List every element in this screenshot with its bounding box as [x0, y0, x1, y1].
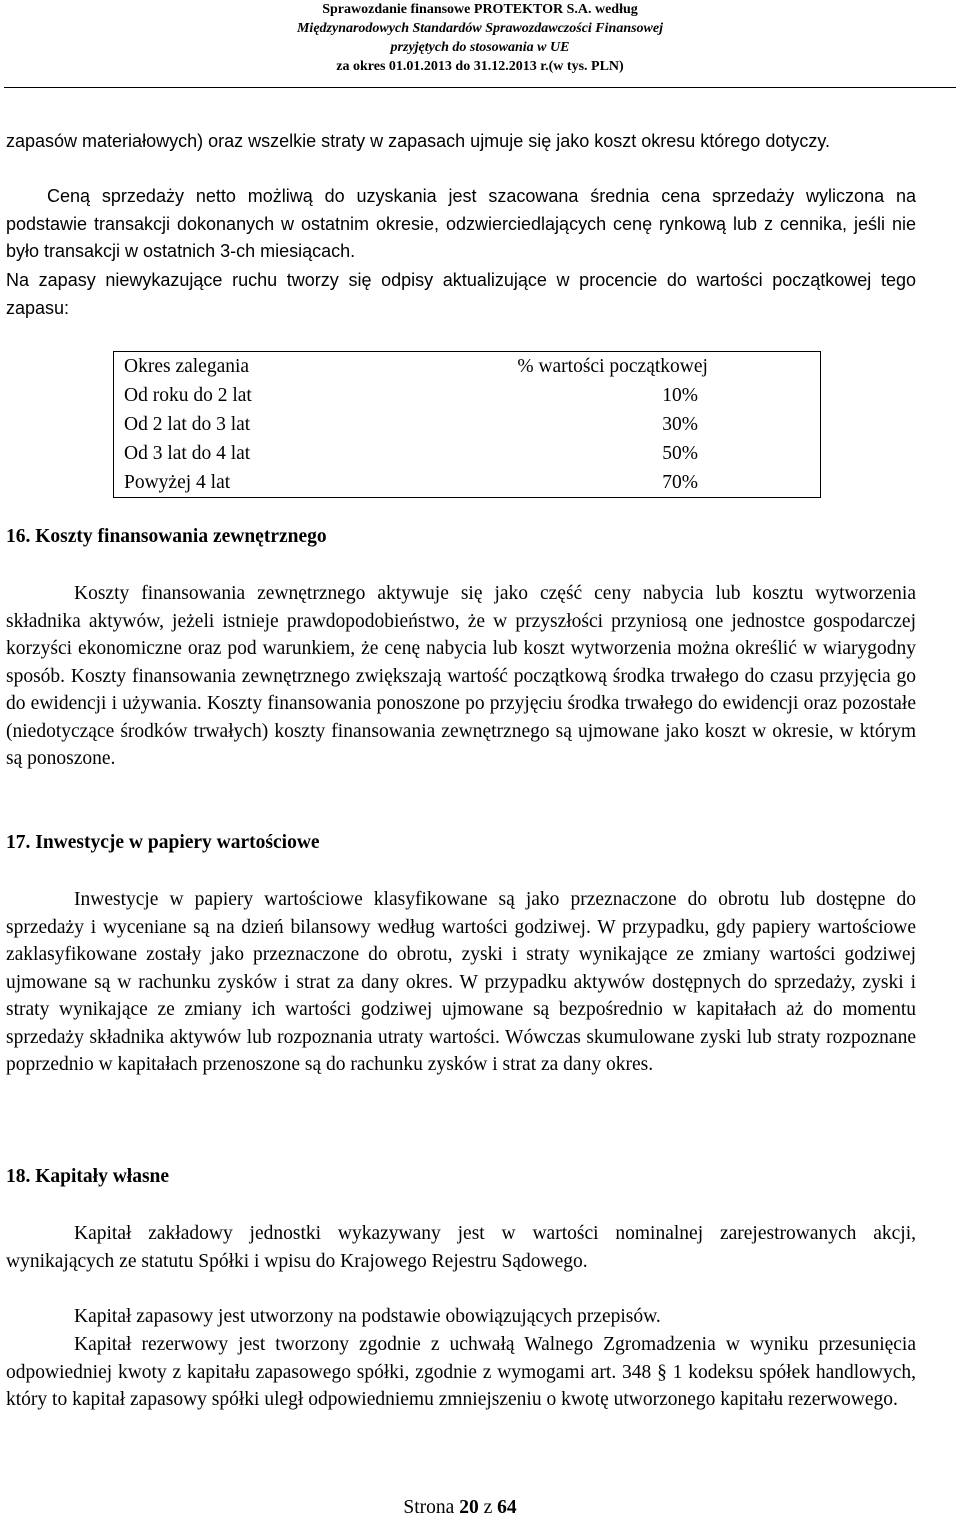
- intro-paragraph-1: zapasów materiałowych) oraz wszelkie straty w zapasach ujmuje się jako koszt okresu którego dotyczy.: [6, 131, 831, 151]
- header-divider: [4, 87, 956, 88]
- header-line-2: Międzynarodowych Standardów Sprawozdawczości Finansowej: [296, 21, 663, 36]
- page-number-prefix: Strona: [403, 1497, 455, 1518]
- section-17-heading: 17. Inwestycje w papiery wartościowe: [6, 832, 320, 853]
- page-number-total: 64: [497, 1497, 517, 1518]
- intro-paragraph-2: [6, 183, 916, 266]
- table-row: [114, 381, 821, 410]
- table-cell-period: Od roku do 2 lat: [124, 385, 252, 406]
- section-18-paragraph-3: [6, 1331, 916, 1414]
- section-18-paragraph-2: [6, 1303, 916, 1331]
- header-line-1: Sprawozdanie finansowe PROTEKTOR S.A. według: [322, 2, 638, 17]
- page-number-current: 20: [459, 1497, 479, 1518]
- write-down-table: [113, 351, 821, 498]
- table-row: [114, 410, 821, 439]
- section-16-body-text: Koszty finansowania zewnętrznego aktywuje się jako część ceny nabycia lub kosztu wytworzenia składnika aktywów, jeżeli istnieje prawdopodobieństwo, że w przyszłości przyniosą one jednostce gospodarczej korzyści ekonomiczne oraz pod warunkiem, że cenę nabycia lub koszt wytworzenia można określić w wiarygodny sposób. Koszty finansowania zewnętrznego zwiększają wartość początkową środka trwałego do czasu przyjęcia go do ewidencji i używania. Koszty finansowania ponoszone po przyjęciu środka trwałego do ewidencji oraz pozostałe (niedotyczące środków trwałych) koszty finansowania zewnętrznego są ujmowane jako koszt w okresie, w którym są ponoszone.: [6, 583, 916, 769]
- table-row: [114, 439, 821, 468]
- page-number-separator: z: [483, 1497, 493, 1518]
- section-18-paragraph-3-text: Kapitał rezerwowy jest tworzony zgodnie z uchwałą Walnego Zgromadzenia w wyniku przesunięcia odpowiedniej kwoty z kapitału zapasowego spółki, zgodnie z wymogami art. 348 § 1 kodeksu spółek handlowych, który to kapitał zapasowy spółki uległ odpowiedniemu zmniejszeniu o kwotę utworzonego kapitału rezerwowego.: [6, 1334, 916, 1410]
- table-cell-percent: 70%: [662, 472, 698, 493]
- intro-paragraph-3: Na zapasy niewykazujące ruchu tworzy się odpisy aktualizujące w procencie do wartości początkowej tego zapasu:: [6, 270, 916, 318]
- header-line-4: za okres 01.01.2013 do 31.12.2013 r.(w tys. PLN): [336, 59, 624, 74]
- table-cell-period: Powyżej 4 lat: [124, 472, 231, 493]
- header-line-3: przyjętych do stosowania w UE: [390, 40, 570, 55]
- table-cell-percent: 50%: [662, 443, 698, 464]
- table-header-row: [114, 352, 821, 382]
- table-header-percent: % wartości początkowej: [517, 356, 708, 377]
- section-18-heading: 18. Kapitały własne: [6, 1166, 170, 1187]
- table-row: [114, 468, 821, 498]
- section-17-body: [6, 886, 916, 1079]
- section-18-paragraph-2-text: Kapitał zapasowy jest utworzony na podstawie obowiązujących przepisów.: [74, 1306, 661, 1327]
- table-cell-percent: 30%: [662, 414, 698, 435]
- table-header-period: Okres zalegania: [124, 356, 250, 377]
- intro-paragraph-2-text: Ceną sprzedaży netto możliwą do uzyskania jest szacowana średnia cena sprzedaży wyliczona na podstawie transakcji dokonanych w ostatnim okresie, odzwierciedlających cenę rynkową lub z cennika, jeśli nie było transakcji w ostatnich 3-ch miesiącach.: [6, 186, 916, 261]
- section-17-body-text: Inwestycje w papiery wartościowe klasyfikowane są jako przeznaczone do obrotu lub dostępne do sprzedaży i wyceniane są na dzień bilansowy według wartości godziwej. W przypadku, gdy papiery wartościowe zaklasyfikowane zostały jako przeznaczone do obrotu, zyski i straty wynikające ze zmiany wartości godziwej ujmowane są w rachunku zysków i strat za dany okres. W przypadku aktywów dostępnych do sprzedaży, zyski i straty wynikające ze zmiany ich wartości godziwej ujmowane są bezpośrednio w kapitałach aż do momentu sprzedaży składnika aktywów lub rozpoznania utraty wartości. Wówczas skumulowane zyski lub straty rozpoznane poprzednio w kapitałach przenoszone są do rachunku zysków i strat za dany okres.: [6, 889, 916, 1075]
- section-16-body: [6, 580, 916, 773]
- table-cell-period: Od 2 lat do 3 lat: [124, 414, 251, 435]
- table-cell-percent: 10%: [662, 385, 698, 406]
- section-18-paragraph-1-text: Kapitał zakładowy jednostki wykazywany jest w wartości nominalnej zarejestrowanych akcji, wynikających ze statutu Spółki i wpisu do Krajowego Rejestru Sądowego.: [6, 1223, 916, 1272]
- table-cell-period: Od 3 lat do 4 lat: [124, 443, 251, 464]
- section-18-paragraph-1: [6, 1220, 916, 1275]
- section-16-heading: 16. Koszty finansowania zewnętrznego: [6, 526, 327, 547]
- page-number: [0, 1497, 920, 1519]
